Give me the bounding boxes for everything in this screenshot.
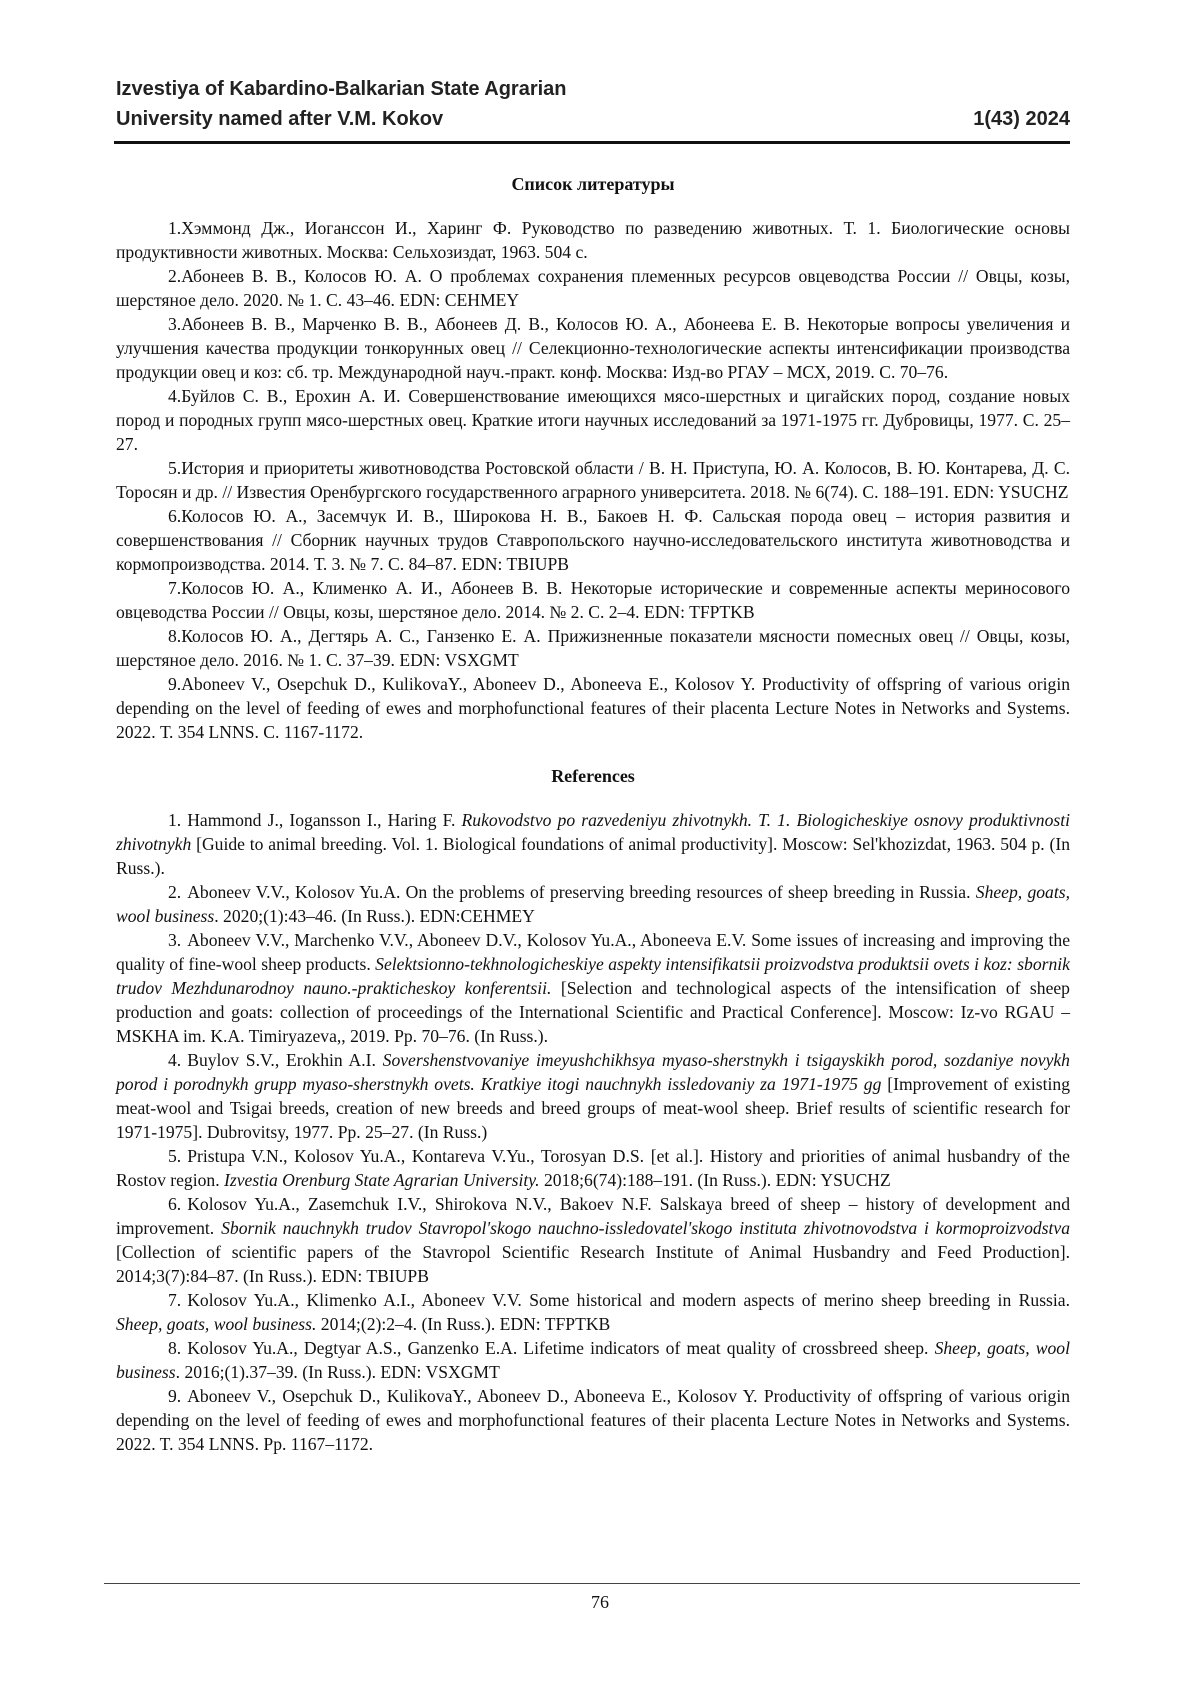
- running-header: [116, 74, 1070, 134]
- en-reference-item: [116, 808, 1070, 880]
- journal-title-line-1: Izvestiya of Kabardino-Balkarian State Agrarian: [116, 74, 1070, 104]
- reference-text: Колосов Ю. А., Клименко А. И., Абонеев В. В. Некоторые исторические и современные аспекты мериносового овцеводства России // Овцы, козы, шерстяное дело. 2014. № 2. С. 2–4. EDN: TFPTKB: [116, 578, 1070, 622]
- en-reference-item: [116, 1144, 1070, 1192]
- reference-details: 2018;6(74):188–191. (In Russ.). EDN: YSUCHZ: [540, 1170, 891, 1190]
- reference-number: 9.: [142, 672, 181, 696]
- reference-number: 5.: [142, 1144, 181, 1168]
- en-reference-item: [116, 880, 1070, 928]
- en-reference-item: [116, 928, 1070, 1048]
- reference-source-title: Rukovodstvo po razvedeniyu zhivotnykh. T. 1. Biologicheskiye osnovy produktivnosti zhivotnykh: [116, 810, 1070, 854]
- reference-text: Aboneev V.V., Marchenko V.V., Aboneev D.V., Kolosov Yu.A., Aboneeva E.V. Some issues of increasing and improving the quality of fine-wool sheep products.: [116, 930, 1070, 974]
- reference-text: Колосов Ю. А., Дегтярь А. С., Ганзенко Е. А. Прижизненные показатели мясности помесных овец // Овцы, козы, шерстяное дело. 2016. № 1. С. 37–39. EDN: VSXGMT: [116, 626, 1070, 670]
- ru-reference-item: [116, 312, 1070, 384]
- reference-text: Buylov S.V., Erokhin A.I.: [187, 1050, 382, 1070]
- reference-number: 7.: [142, 1288, 181, 1312]
- reference-number: 3.: [142, 928, 181, 952]
- reference-number: 2.: [142, 264, 181, 288]
- reference-source-title: Izvestia Orenburg State Agrarian University.: [224, 1170, 540, 1190]
- reference-text: Kolosov Yu.A., Klimenko A.I., Aboneev V.V. Some historical and modern aspects of merino sheep breeding in Russia.: [187, 1290, 1070, 1310]
- reference-number: 8.: [142, 1336, 181, 1360]
- reference-details: [Guide to animal breeding. Vol. 1. Biological foundations of animal productivity]. Moscow: Sel'khozizdat, 1963. 504 p. (In Russ.).: [116, 834, 1070, 878]
- reference-number: 6.: [142, 1192, 181, 1216]
- en-section-title: References: [116, 764, 1070, 788]
- reference-text: Колосов Ю. А., Засемчук И. В., Широкова Н. В., Бакоев Н. Ф. Сальская порода овец – история развития и совершенствования // Сборник научных трудов Ставропольского научно-исследовательского института животноводства и кормопроизводства. 2014. Т. 3. № 7. С. 84–87. EDN: TBIUPB: [116, 506, 1070, 574]
- reference-text: Aboneev V.V., Kolosov Yu.A. On the problems of preserving breeding resources of sheep breeding in Russia.: [187, 882, 976, 902]
- reference-number: 1.: [142, 808, 181, 832]
- reference-number: 3.: [142, 312, 181, 336]
- reference-number: 5.: [142, 456, 181, 480]
- reference-source-title: Sheep, goats, wool business.: [116, 1314, 316, 1334]
- ru-reference-item: [116, 216, 1070, 264]
- ru-reference-item: [116, 264, 1070, 312]
- en-reference-item: [116, 1384, 1070, 1456]
- reference-number: 4.: [142, 384, 181, 408]
- reference-number: 9.: [142, 1384, 181, 1408]
- reference-source-title: Sbornik nauchnykh trudov Stavropol'skogo nauchno-issledovatel'skogo instituta zhivotnovodstva i kormoproizvodstva: [221, 1218, 1070, 1238]
- ru-reference-item: [116, 504, 1070, 576]
- header-divider: [114, 141, 1070, 144]
- reference-text: Kolosov Yu.A., Degtyar A.S., Ganzenko E.A. Lifetime indicators of meat quality of crossbreed sheep.: [187, 1338, 934, 1358]
- reference-source-title: Sheep, goats, wool business: [116, 1338, 1070, 1382]
- en-reference-item: [116, 1192, 1070, 1288]
- reference-text: Pristupa V.N., Kolosov Yu.A., Kontareva V.Yu., Torosyan D.S. [et al.]. History and priorities of animal husbandry of the Rostov region.: [116, 1146, 1070, 1190]
- reference-text: Хэммонд Дж., Иоганссон И., Харинг Ф. Руководство по разведению животных. Т. 1. Биологические основы продуктивности животных. Москва: Сельхозиздат, 1963. 504 с.: [116, 218, 1070, 262]
- reference-number: 2.: [142, 880, 181, 904]
- issue-number: 1(43) 2024: [973, 104, 1070, 134]
- journal-title-line-2: University named after V.M. Kokov: [116, 104, 443, 134]
- journal-page: [0, 0, 1200, 1697]
- reference-details: . 2016;(1).37–39. (In Russ.). EDN: VSXGMT: [176, 1362, 500, 1382]
- reference-text: Aboneev V., Osepchuk D., KulikovaY., Aboneev D., Aboneeva E., Kolosov Y. Productivity of offspring of various origin depending on the level of feeding of ewes and morphofunctional features of their placenta Lecture Notes in Networks and Systems. 2022. T. 354 LNNS. Pp. 1167–1172.: [116, 1386, 1070, 1454]
- en-reference-item: [116, 1288, 1070, 1336]
- reference-text: Hammond J., Iogansson I., Haring F.: [187, 810, 461, 830]
- ru-reference-item: [116, 672, 1070, 744]
- reference-text: Абонеев В. В., Марченко В. В., Абонеев Д. В., Колосов Ю. А., Абонеева Е. В. Некоторые вопросы увеличения и улучшения качества продукции тонкорунных овец // Селекционно-технологические аспекты интенсификации производства продукции овец и коз: сб. тр. Международной науч.-практ. конф. Москва: Изд-во РГАУ – МСХ, 2019. С. 70–76.: [116, 314, 1070, 382]
- reference-details: 2014;(2):2–4. (In Russ.). EDN: TFPTKB: [316, 1314, 610, 1334]
- ru-reference-item: [116, 576, 1070, 624]
- en-reference-item: [116, 1336, 1070, 1384]
- reference-text: Буйлов С. В., Ерохин А. И. Совершенствование имеющихся мясо-шерстных и цигайских пород, создание новых пород и породных групп мясо-шерстных овец. Краткие итоги научных исследований за 1971-1975 гг. Дубровицы, 1977. С. 25–27.: [116, 386, 1070, 454]
- ru-reference-item: [116, 456, 1070, 504]
- reference-details: . 2020;(1):43–46. (In Russ.). EDN:CEHMEY: [214, 906, 535, 926]
- reference-number: 7.: [142, 576, 181, 600]
- ru-reference-item: [116, 624, 1070, 672]
- ru-reference-list: [116, 216, 1070, 744]
- footer-divider: [104, 1583, 1080, 1584]
- reference-details: [Collection of scientific papers of the Stavropol Scientific Research Institute of Animal Husbandry and Feed Production]. 2014;3(7):84–87. (In Russ.). EDN: TBIUPB: [116, 1242, 1070, 1286]
- ru-reference-item: [116, 384, 1070, 456]
- reference-number: 1.: [142, 216, 181, 240]
- reference-text: Kolosov Yu.A., Zasemchuk I.V., Shirokova N.V., Bakoev N.F. Salskaya breed of sheep – history of development and improvement.: [116, 1194, 1070, 1238]
- reference-details: [Selection and technological aspects of the intensification of sheep production and goats: collection of proceedings of the International Scientific and Practical Conference]. Moscow: Iz-vo RGAU – MSKHA im. K.A. Timiryazeva,, 2019. Pp. 70–76. (In Russ.).: [116, 978, 1070, 1046]
- en-reference-item: [116, 1048, 1070, 1144]
- page-number: 76: [0, 1592, 1200, 1613]
- reference-text: Абонеев В. В., Колосов Ю. А. О проблемах сохранения племенных ресурсов овцеводства России // Овцы, козы, шерстяное дело. 2020. № 1. С. 43–46. EDN: CEHMEY: [116, 266, 1070, 310]
- references-content: [116, 172, 1070, 1456]
- reference-number: 4.: [142, 1048, 181, 1072]
- en-reference-list: [116, 808, 1070, 1456]
- reference-details: [Improvement of existing meat-wool and Tsigai breeds, creation of new breeds and breed groups of meat-wool sheep. Brief results of scientific research for 1971-1975]. Dubrovitsy, 1977. Pp. 25–27. (In Russ.): [116, 1074, 1070, 1142]
- reference-number: 6.: [142, 504, 181, 528]
- ru-section-title: Список литературы: [116, 172, 1070, 196]
- reference-source-title: Sovershenstvovaniye imeyushchikhsya myaso-sherstnykh i tsigayskikh porod, sozdaniye novykh porod i porodnykh grupp myaso-sherstnykh ovets. Kratkiye itogi nauchnykh issledovaniy za 1971-1975 gg: [116, 1050, 1070, 1094]
- reference-source-title: Selektsionno-tekhnologicheskiye aspekty intensifikatsii proizvodstva produktsii ovets i koz: sbornik trudov Mezhdunarodnoy nauno.-prakticheskoy konferentsii.: [116, 954, 1070, 998]
- reference-number: 8.: [142, 624, 181, 648]
- journal-title-row: [116, 104, 1070, 134]
- reference-source-title: Sheep, goats, wool business: [116, 882, 1070, 926]
- reference-text: Aboneev V., Osepchuk D., KulikovaY., Aboneev D., Aboneeva E., Kolosov Y. Productivity of offspring of various origin depending on the level of feeding of ewes and morphofunctional features of their placenta Lecture Notes in Networks and Systems. 2022. Т. 354 LNNS. С. 1167-1172.: [116, 674, 1070, 742]
- reference-text: История и приоритеты животноводства Ростовской области / В. Н. Приступа, Ю. А. Колосов, В. Ю. Контарева, Д. С. Торосян и др. // Известия Оренбургского государственного аграрного университета. 2018. № 6(74). С. 188–191. EDN: YSUCHZ: [116, 458, 1070, 502]
